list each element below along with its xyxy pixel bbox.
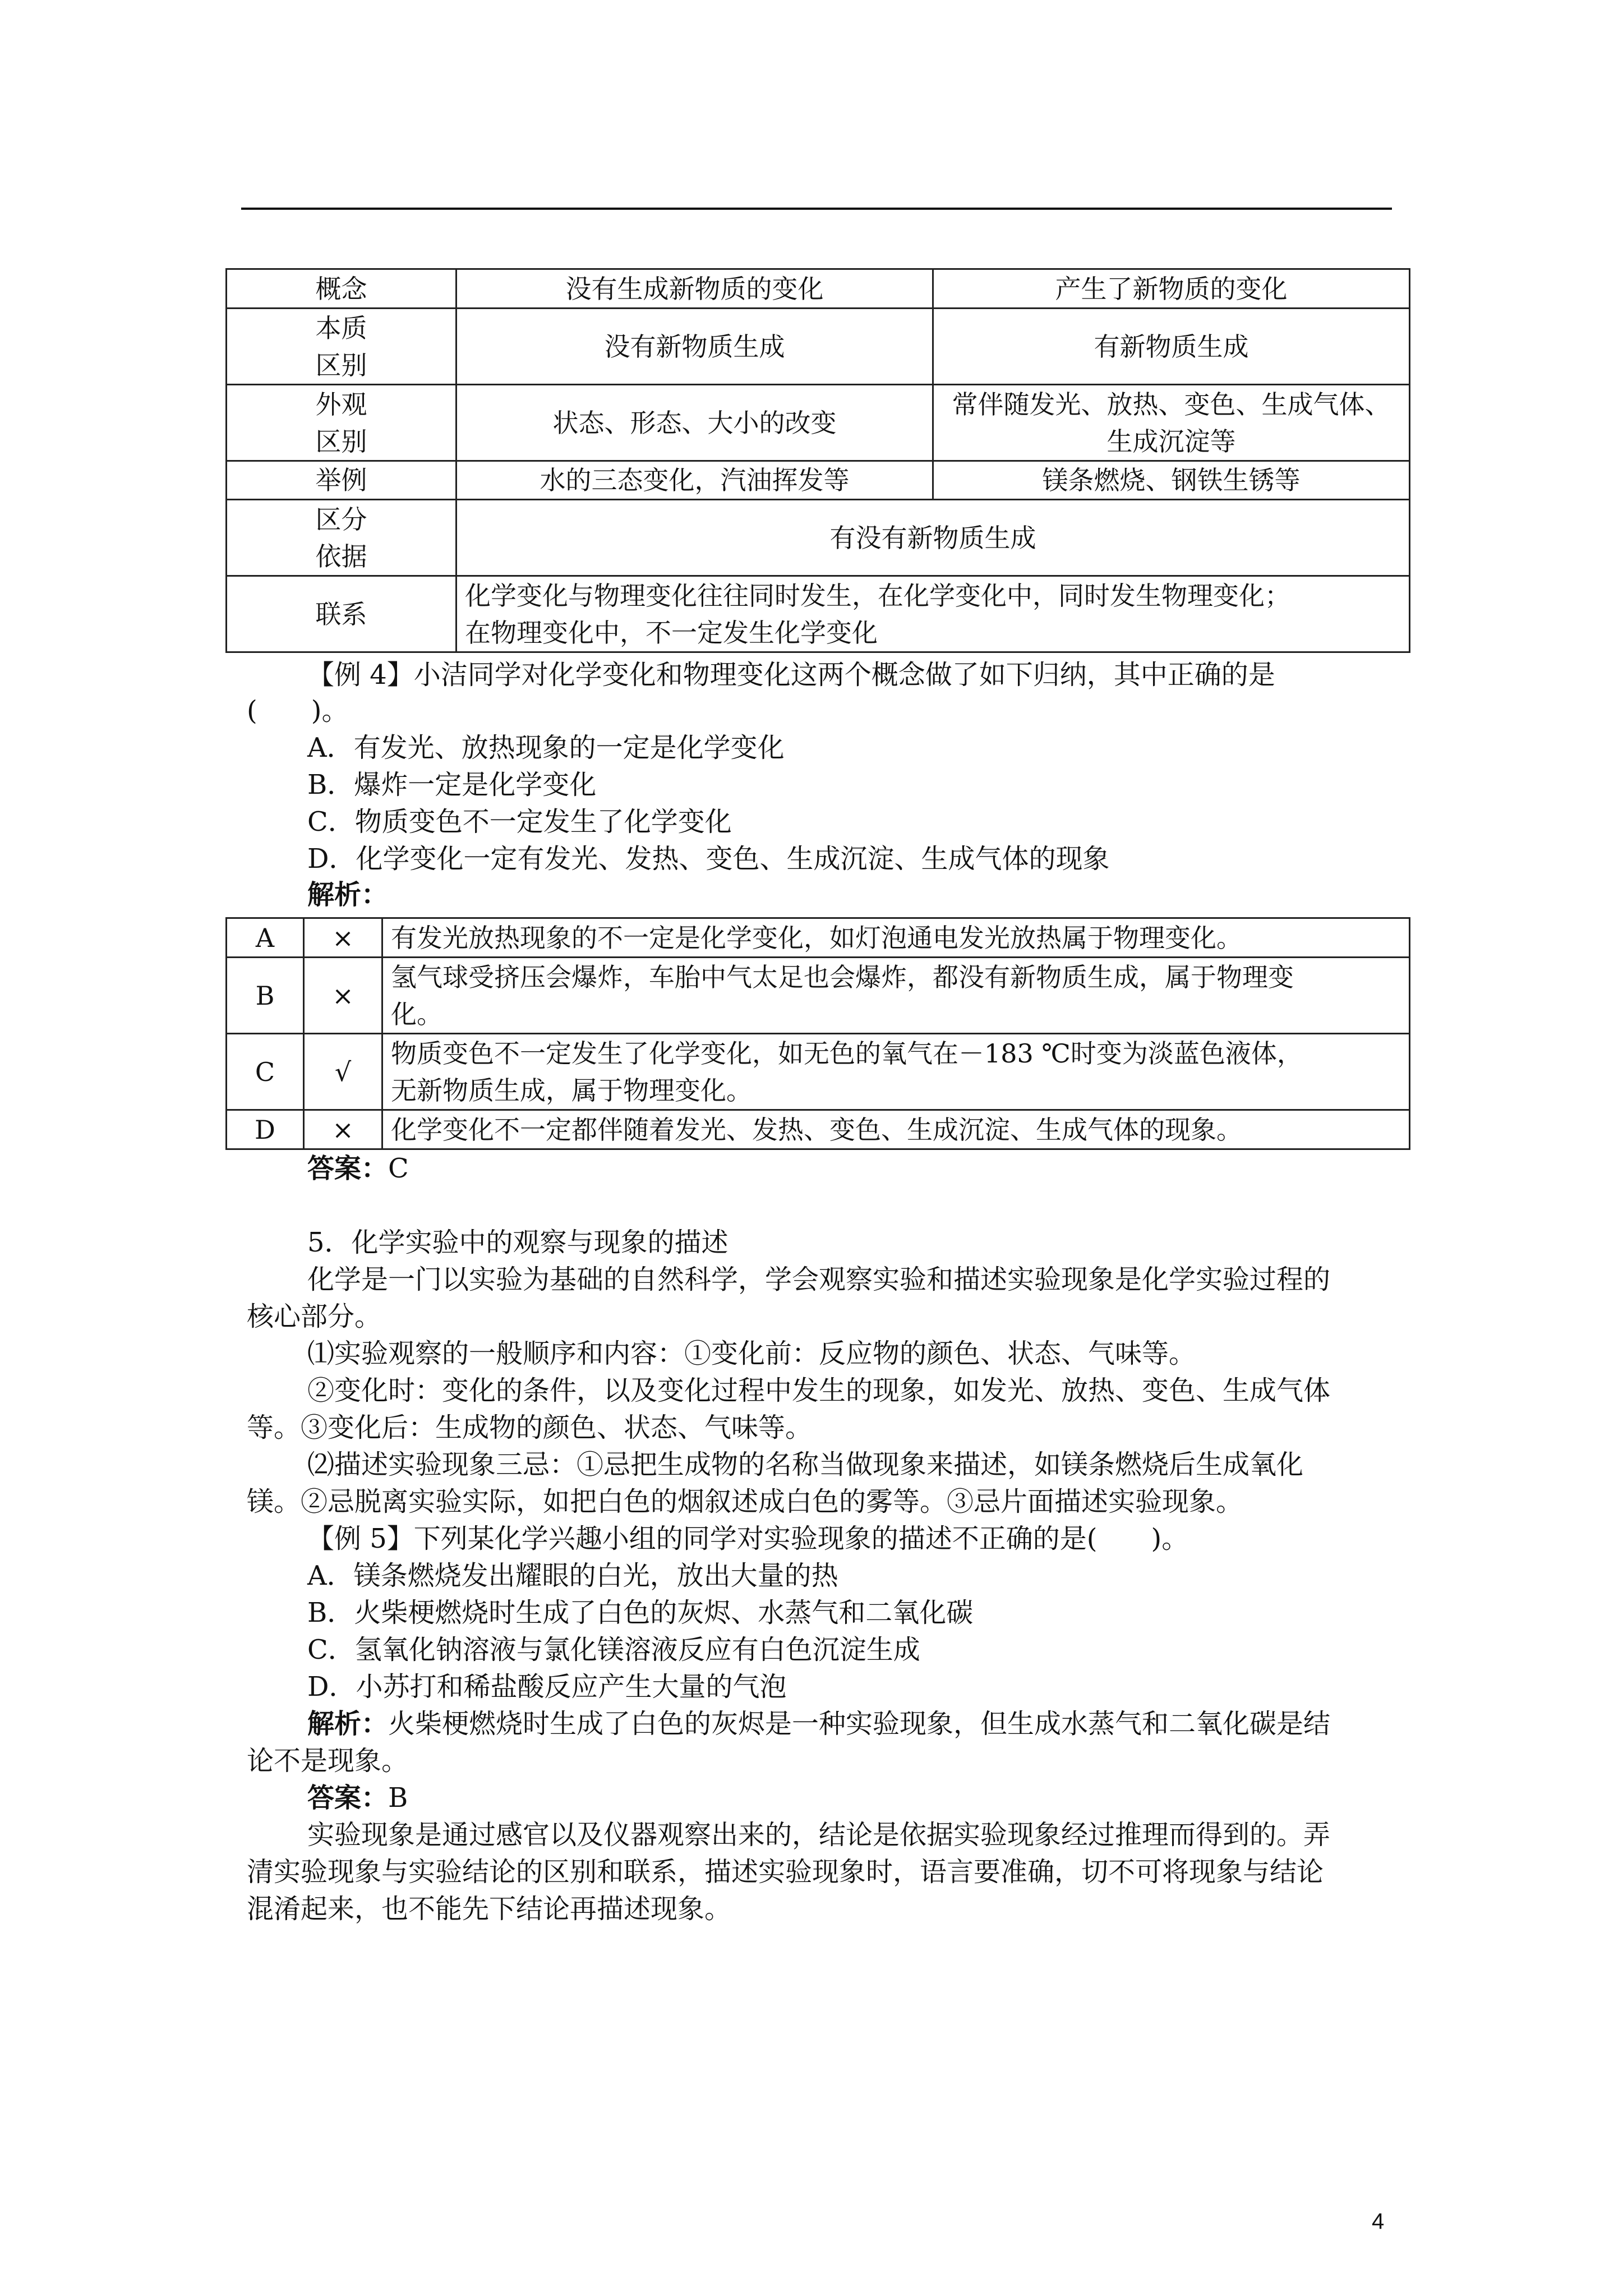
cell-line: 化学变化不一定都伴随着发光、发热、变色、生成沉淀、生成气体的现象。 bbox=[391, 1114, 1242, 1145]
summary: 清实验现象与实验结论的区别和联系，描述实验现象时，语言要准确，切不可将现象与结论 bbox=[247, 1856, 1324, 1888]
table-row bbox=[227, 269, 1410, 309]
explanation bbox=[382, 958, 1410, 1034]
table-cell bbox=[457, 576, 1410, 652]
table-row bbox=[227, 918, 1410, 958]
analysis-cont: 论不是现象。 bbox=[247, 1745, 409, 1777]
paragraph: 等。③变化后：生成物的颜色、状态、气味等。 bbox=[247, 1412, 813, 1443]
table-cell bbox=[227, 500, 457, 576]
option-a: A．有发光、放热现象的一定是化学变化 bbox=[307, 732, 785, 763]
table-row bbox=[227, 385, 1410, 461]
option-d: D．化学变化一定有发光、发热、变色、生成沉淀、生成气体的现象 bbox=[307, 843, 1110, 875]
table-cell: 概念 bbox=[227, 269, 457, 309]
row-label: 本质 bbox=[315, 312, 367, 343]
concept-table bbox=[225, 268, 1410, 653]
judgement-mark: × bbox=[304, 958, 382, 1034]
table-row bbox=[227, 576, 1410, 652]
paragraph: ②变化时：变化的条件，以及变化过程中发生的现象，如发光、放热、变色、生成气体 bbox=[307, 1375, 1331, 1406]
table-cell: 联系 bbox=[227, 576, 457, 652]
cell-line: 氢气球受挤压会爆炸，车胎中气太足也会爆炸，都没有新物质生成，属于物理变 bbox=[391, 961, 1294, 992]
table-cell bbox=[227, 309, 457, 385]
table-row bbox=[227, 461, 1410, 500]
cell-line: 生成沉淀等 bbox=[1106, 426, 1236, 457]
row-label: 区别 bbox=[315, 349, 367, 380]
option-letter: C bbox=[227, 1034, 304, 1110]
example4-stem: 【例 4】小洁同学对化学变化和物理变化这两个概念做了如下归纳，其中正确的是 bbox=[307, 659, 1275, 691]
row-label: 外观 bbox=[315, 389, 367, 420]
table-cell: 水的三态变化，汽油挥发等 bbox=[457, 461, 933, 500]
judgement-mark: × bbox=[304, 1110, 382, 1149]
table-cell: 有新物质生成 bbox=[933, 309, 1410, 385]
example5-stem: 【例 5】下列某化学兴趣小组的同学对实验现象的描述不正确的是( )。 bbox=[307, 1523, 1189, 1554]
analysis-label: 解析： bbox=[307, 1708, 389, 1740]
analysis-label: 解析： bbox=[307, 879, 389, 910]
paragraph: ⑵描述实验现象三忌：①忌把生成物的名称当做现象来描述，如镁条燃烧后生成氧化 bbox=[307, 1449, 1304, 1480]
paragraph: 核心部分。 bbox=[247, 1301, 382, 1332]
explanation bbox=[382, 1110, 1410, 1149]
cell-line: 有发光放热现象的不一定是化学变化，如灯泡通电发光放热属于物理变化。 bbox=[391, 922, 1242, 953]
option-d: D．小苏打和稀盐酸反应产生大量的气泡 bbox=[307, 1671, 787, 1703]
table-row bbox=[227, 500, 1410, 576]
cell-line: 在物理变化中，不一定发生化学变化 bbox=[465, 617, 878, 648]
table-cell: 没有生成新物质的变化 bbox=[457, 269, 933, 309]
table-cell bbox=[933, 385, 1410, 461]
answer-label: 答案： bbox=[307, 1153, 389, 1184]
analysis-text: 火柴梗燃烧时生成了白色的灰烬是一种实验现象，但生成水蒸气和二氧化碳是结 bbox=[388, 1708, 1331, 1740]
table-row bbox=[227, 958, 1410, 1034]
example4-stem-cont: ( )。 bbox=[247, 695, 349, 726]
answer-value: C bbox=[388, 1153, 409, 1184]
option-b: B．火柴梗燃烧时生成了白色的灰烬、水蒸气和二氧化碳 bbox=[307, 1597, 974, 1628]
option-c: C．氢氧化钠溶液与氯化镁溶液反应有白色沉淀生成 bbox=[307, 1634, 920, 1665]
explanation bbox=[382, 918, 1410, 958]
table-cell: 镁条燃烧、钢铁生锈等 bbox=[933, 461, 1410, 500]
row-label: 区分 bbox=[315, 504, 367, 535]
option-letter: B bbox=[227, 958, 304, 1034]
answer-value: B bbox=[388, 1782, 408, 1814]
table-row bbox=[227, 1110, 1410, 1149]
cell-line: 无新物质生成，属于物理变化。 bbox=[391, 1075, 752, 1106]
table-row bbox=[227, 309, 1410, 385]
option-letter: D bbox=[227, 1110, 304, 1149]
option-a: A．镁条燃烧发出耀眼的白光，放出大量的热 bbox=[307, 1560, 838, 1591]
option-b: B．爆炸一定是化学变化 bbox=[307, 769, 597, 800]
row-label: 区别 bbox=[315, 426, 367, 457]
header-rule bbox=[241, 208, 1392, 210]
summary: 混淆起来，也不能先下结论再描述现象。 bbox=[247, 1893, 732, 1925]
cell-line: 常伴随发光、放热、变色、生成气体、 bbox=[952, 389, 1391, 420]
paragraph: 镁。②忌脱离实验实际，如把白色的烟叙述成白色的雾等。③忌片面描述实验现象。 bbox=[247, 1486, 1243, 1517]
table-cell: 状态、形态、大小的改变 bbox=[457, 385, 933, 461]
paragraph: 化学是一门以实验为基础的自然科学，学会观察实验和描述实验现象是化学实验过程的 bbox=[307, 1264, 1331, 1295]
page-number: 4 bbox=[1372, 2209, 1385, 2234]
section-title: 5．化学实验中的观察与现象的描述 bbox=[307, 1227, 728, 1258]
cell-line: 化。 bbox=[391, 999, 442, 1029]
row-label: 依据 bbox=[315, 541, 367, 572]
analysis bbox=[307, 1705, 1330, 1742]
judgement-mark: √ bbox=[304, 1034, 382, 1110]
table-cell: 有没有新物质生成 bbox=[457, 500, 1410, 576]
table-cell: 没有新物质生成 bbox=[457, 309, 933, 385]
paragraph: ⑴实验观察的一般顺序和内容：①变化前：反应物的颜色、状态、气味等。 bbox=[307, 1338, 1196, 1369]
table-cell bbox=[227, 385, 457, 461]
cell-line: 化学变化与物理变化往往同时发生，在化学变化中，同时发生物理变化； bbox=[465, 580, 1290, 611]
explanation bbox=[382, 1034, 1410, 1110]
table-cell: 举例 bbox=[227, 461, 457, 500]
answer bbox=[307, 1150, 409, 1187]
option-c: C．物质变色不一定发生了化学变化 bbox=[307, 806, 732, 838]
answer-label: 答案： bbox=[307, 1782, 389, 1814]
judgement-mark: × bbox=[304, 918, 382, 958]
table-row bbox=[227, 1034, 1410, 1110]
answer bbox=[307, 1779, 408, 1816]
table-cell: 产生了新物质的变化 bbox=[933, 269, 1410, 309]
cell-line: 物质变色不一定发生了化学变化，如无色的氧气在－183 ℃时变为淡蓝色液体， bbox=[391, 1038, 1303, 1069]
summary: 实验现象是通过感官以及仪器观察出来的，结论是依据实验现象经过推理而得到的。弄 bbox=[307, 1819, 1331, 1851]
option-letter: A bbox=[227, 918, 304, 958]
analysis-table bbox=[225, 917, 1410, 1150]
